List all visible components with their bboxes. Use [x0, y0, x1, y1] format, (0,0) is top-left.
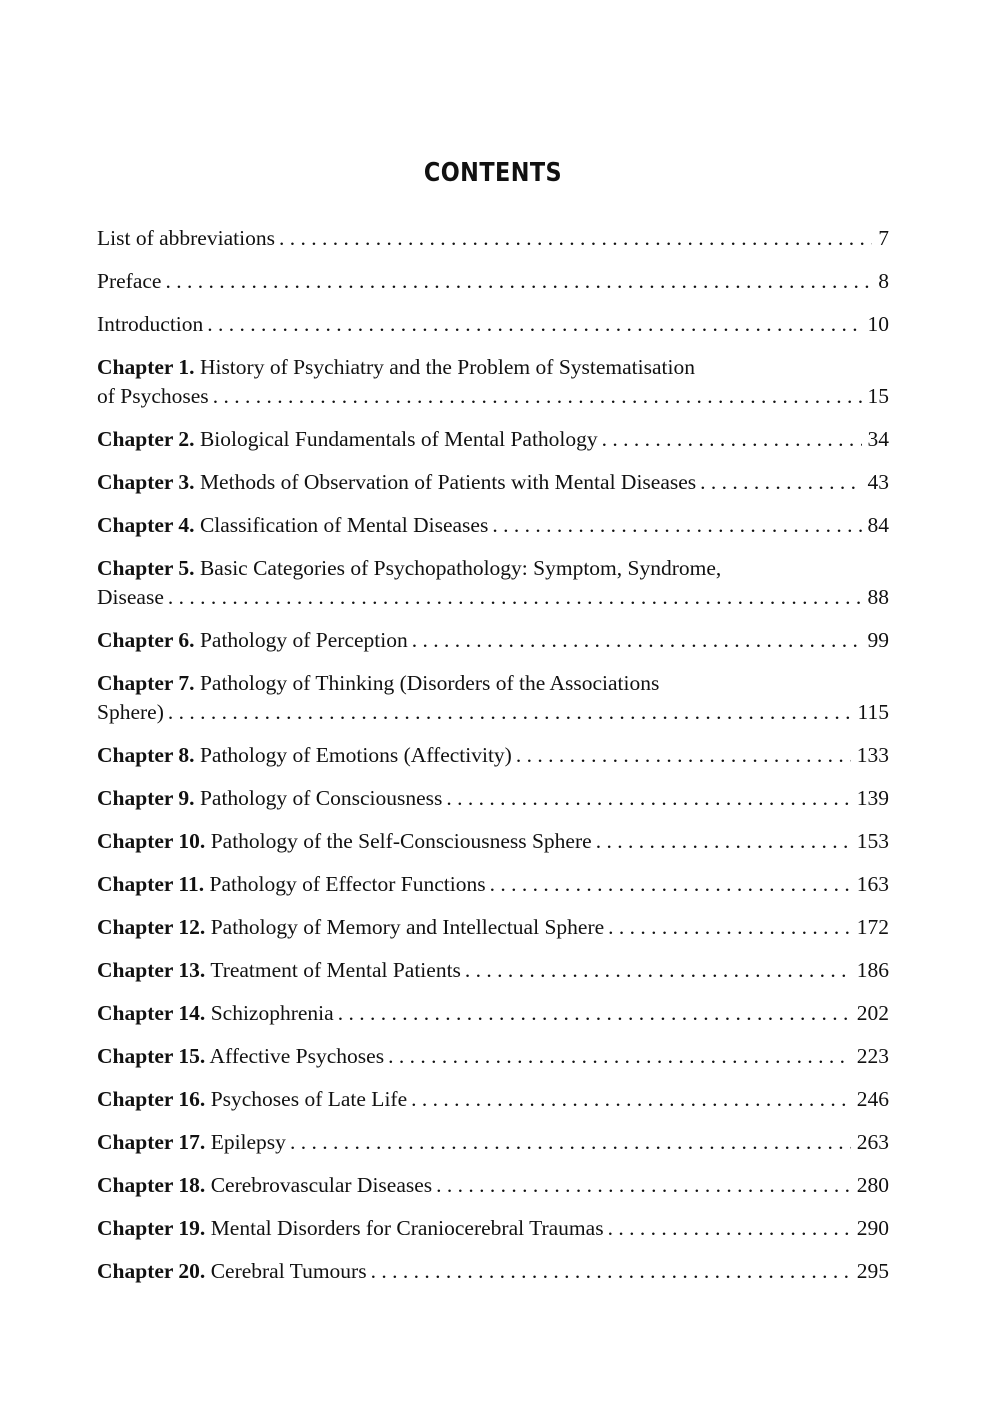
- page-number: 186: [856, 958, 889, 982]
- toc-entry[interactable]: [97, 741, 889, 770]
- page-title: CONTENTS: [423, 158, 563, 188]
- toc-row: [97, 425, 889, 454]
- chapter-number: Chapter 3.: [97, 470, 195, 494]
- toc-entry[interactable]: [97, 1214, 889, 1243]
- chapter-number: Chapter 20.: [97, 1259, 206, 1283]
- toc-label: [97, 784, 442, 813]
- toc-entry[interactable]: [97, 1042, 889, 1071]
- chapter-title: Pathology of Perception: [199, 628, 408, 652]
- toc-row: [97, 382, 889, 411]
- chapter-number: Chapter 14.: [97, 1001, 206, 1025]
- chapter-number: Chapter 10.: [97, 829, 206, 853]
- page-number: 10: [867, 312, 889, 336]
- chapter-title: Pathology of the Self-Consciousness Sphere: [210, 829, 592, 853]
- toc-row: [97, 956, 889, 985]
- dot-leader: [490, 870, 851, 899]
- dot-leader: [371, 1257, 851, 1286]
- dot-leader: [492, 511, 861, 540]
- toc-row: [97, 870, 889, 899]
- chapter-title: Classification of Mental Diseases: [199, 513, 489, 537]
- toc-label: [97, 267, 161, 296]
- chapter-number: Chapter 8.: [97, 743, 195, 767]
- dot-leader: [290, 1128, 851, 1157]
- toc-label: [97, 224, 275, 253]
- chapter-title: Sphere): [97, 700, 164, 724]
- toc-entry[interactable]: [97, 827, 889, 856]
- chapter-title: Biological Fundamentals of Mental Pathology: [199, 427, 598, 451]
- toc-label: [97, 310, 203, 339]
- page-number: 263: [856, 1130, 889, 1154]
- toc-row: [97, 267, 889, 296]
- toc-label: [97, 999, 334, 1028]
- page-number: 43: [867, 470, 889, 494]
- toc-row: [97, 1128, 889, 1157]
- page-number: 295: [856, 1259, 889, 1283]
- toc-row: [97, 1085, 889, 1114]
- toc-row: [97, 999, 889, 1028]
- page-number: 153: [856, 829, 889, 853]
- page-number: 7: [878, 226, 889, 250]
- toc-entry[interactable]: [97, 913, 889, 942]
- chapter-title-line1: Pathology of Thinking (Disorders of the Associations: [199, 671, 660, 695]
- toc-label: [97, 913, 604, 942]
- toc-entry[interactable]: [97, 669, 889, 727]
- chapter-number: Chapter 2.: [97, 427, 195, 451]
- dot-leader: [700, 468, 861, 497]
- page-number: 88: [867, 585, 889, 609]
- chapter-title: Pathology of Effector Functions: [209, 872, 486, 896]
- chapter-title: Treatment of Mental Patients: [210, 958, 461, 982]
- chapter-title: Preface: [97, 269, 162, 293]
- table-of-contents: [97, 224, 889, 1300]
- chapter-title: Disease: [97, 585, 164, 609]
- chapter-number: Chapter 18.: [97, 1173, 206, 1197]
- page-number: 115: [857, 700, 889, 724]
- toc-label: [97, 468, 696, 497]
- toc-row: [97, 741, 889, 770]
- chapter-title: Cerebrovascular Diseases: [210, 1173, 433, 1197]
- page-number: 202: [856, 1001, 889, 1025]
- toc-entry[interactable]: [97, 353, 889, 411]
- toc-entry-first-line: [97, 554, 889, 583]
- toc-row: [97, 1171, 889, 1200]
- toc-entry[interactable]: [97, 511, 889, 540]
- dot-leader: [602, 425, 862, 454]
- toc-row: [97, 1214, 889, 1243]
- page-number: 246: [856, 1087, 889, 1111]
- toc-label: [97, 956, 461, 985]
- dot-leader: [165, 267, 872, 296]
- dot-leader: [168, 698, 852, 727]
- chapter-title: Schizophrenia: [210, 1001, 334, 1025]
- toc-row: [97, 224, 889, 253]
- dot-leader: [338, 999, 851, 1028]
- page-number: 139: [856, 786, 889, 810]
- dot-leader: [596, 827, 851, 856]
- chapter-number: Chapter 1.: [97, 355, 195, 379]
- toc-row: [97, 913, 889, 942]
- toc-label: [97, 698, 164, 727]
- chapter-title: List of abbreviations: [97, 226, 275, 250]
- toc-row: [97, 827, 889, 856]
- chapter-number: Chapter 12.: [97, 915, 206, 939]
- toc-row: [97, 583, 889, 612]
- chapter-title: Pathology of Emotions (Affectivity): [199, 743, 512, 767]
- toc-row: [97, 1042, 889, 1071]
- toc-entry[interactable]: [97, 224, 889, 253]
- chapter-number: Chapter 11.: [97, 872, 205, 896]
- page-number: 34: [867, 427, 889, 451]
- toc-entry[interactable]: [97, 999, 889, 1028]
- toc-entry[interactable]: [97, 267, 889, 296]
- page-number: 99: [867, 628, 889, 652]
- chapter-title: Introduction: [97, 312, 204, 336]
- dot-leader: [168, 583, 862, 612]
- toc-entry[interactable]: [97, 1257, 889, 1286]
- chapter-title-line1: History of Psychiatry and the Problem of Systematisation: [199, 355, 695, 379]
- chapter-number: Chapter 9.: [97, 786, 195, 810]
- toc-label: [97, 1257, 367, 1286]
- page-number: 223: [856, 1044, 889, 1068]
- page-number: 172: [856, 915, 889, 939]
- toc-entry[interactable]: [97, 956, 889, 985]
- toc-row: [97, 784, 889, 813]
- dot-leader: [465, 956, 851, 985]
- page-number: 8: [878, 269, 889, 293]
- toc-entry-first-line: [97, 669, 889, 698]
- chapter-number: Chapter 15.: [97, 1044, 206, 1068]
- toc-entry[interactable]: [97, 1128, 889, 1157]
- toc-entry[interactable]: [97, 468, 889, 497]
- chapter-title: Cerebral Tumours: [210, 1259, 367, 1283]
- chapter-title: Mental Disorders for Craniocerebral Traumas: [210, 1216, 604, 1240]
- page-number: 290: [856, 1216, 889, 1240]
- toc-label: [97, 511, 488, 540]
- toc-row: [97, 626, 889, 655]
- toc-row: [97, 1257, 889, 1286]
- chapter-title: Pathology of Memory and Intellectual Sphere: [210, 915, 605, 939]
- chapter-title: Epilepsy: [210, 1130, 286, 1154]
- toc-label: [97, 827, 592, 856]
- chapter-number: Chapter 19.: [97, 1216, 206, 1240]
- dot-leader: [411, 1085, 851, 1114]
- toc-label: [97, 741, 512, 770]
- chapter-number: Chapter 7.: [97, 671, 195, 695]
- toc-label: [97, 870, 486, 899]
- chapter-title: Psychoses of Late Life: [210, 1087, 408, 1111]
- toc-entry[interactable]: [97, 1085, 889, 1114]
- chapter-number: Chapter 4.: [97, 513, 195, 537]
- toc-entry[interactable]: [97, 626, 889, 655]
- chapter-title: Pathology of Consciousness: [199, 786, 443, 810]
- page-number: 163: [856, 872, 889, 896]
- toc-label: [97, 583, 164, 612]
- dot-leader: [412, 626, 862, 655]
- chapter-number: Chapter 6.: [97, 628, 195, 652]
- toc-entry[interactable]: [97, 870, 889, 899]
- dot-leader: [279, 224, 872, 253]
- page-number: 15: [867, 384, 889, 408]
- toc-label: [97, 1128, 286, 1157]
- toc-entry[interactable]: [97, 310, 889, 339]
- toc-row: [97, 468, 889, 497]
- page-number: 280: [856, 1173, 889, 1197]
- dot-leader: [213, 382, 862, 411]
- chapter-number: Chapter 5.: [97, 556, 195, 580]
- chapter-title: Affective Psychoses: [209, 1044, 385, 1068]
- toc-label: [97, 382, 209, 411]
- dot-leader: [436, 1171, 851, 1200]
- dot-leader: [446, 784, 850, 813]
- chapter-number: Chapter 13.: [97, 958, 206, 982]
- toc-entry[interactable]: [97, 425, 889, 454]
- toc-entry[interactable]: [97, 784, 889, 813]
- dot-leader: [608, 1214, 851, 1243]
- chapter-title-line1: Basic Categories of Psychopathology: Symptom, Syndrome,: [199, 556, 722, 580]
- toc-label: [97, 1042, 384, 1071]
- toc-entry-first-line: [97, 353, 889, 382]
- dot-leader: [388, 1042, 851, 1071]
- toc-row: [97, 511, 889, 540]
- toc-row: [97, 310, 889, 339]
- toc-entry[interactable]: [97, 1171, 889, 1200]
- toc-label: [97, 1214, 604, 1243]
- dot-leader: [516, 741, 851, 770]
- chapter-number: Chapter 17.: [97, 1130, 206, 1154]
- dot-leader: [207, 310, 861, 339]
- toc-label: [97, 626, 408, 655]
- chapter-number: Chapter 16.: [97, 1087, 206, 1111]
- chapter-title: of Psychoses: [97, 384, 209, 408]
- dot-leader: [608, 913, 851, 942]
- toc-label: [97, 1085, 407, 1114]
- toc-entry[interactable]: [97, 554, 889, 612]
- page-number: 84: [867, 513, 889, 537]
- toc-label: [97, 1171, 432, 1200]
- toc-row: [97, 698, 889, 727]
- page-number: 133: [856, 743, 889, 767]
- toc-label: [97, 425, 598, 454]
- chapter-title: Methods of Observation of Patients with Mental Diseases: [199, 470, 697, 494]
